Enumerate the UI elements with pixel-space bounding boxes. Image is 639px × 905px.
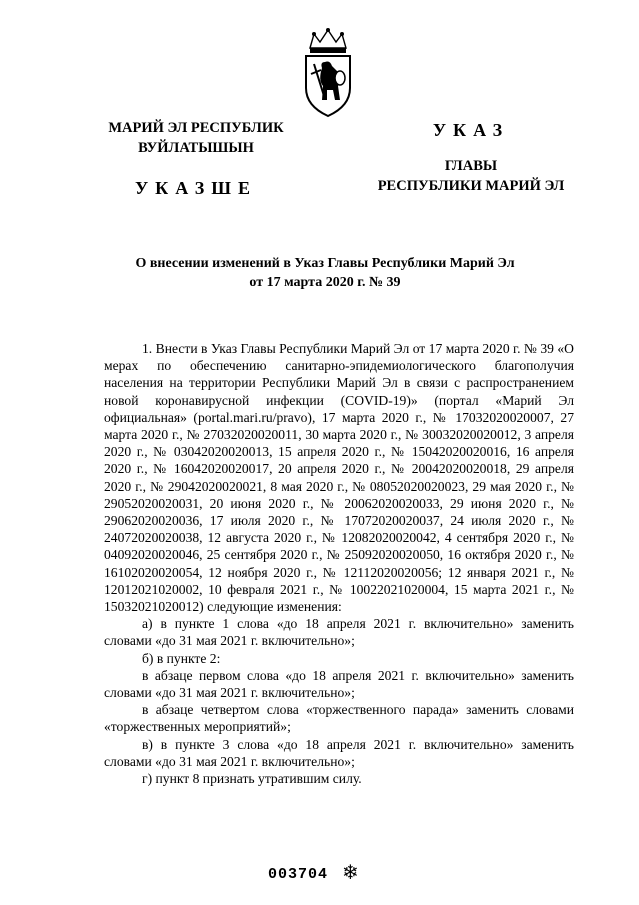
paragraph-b: б) в пункте 2: — [142, 650, 221, 666]
header-right-russian — [352, 118, 590, 196]
form-serial-number: 003704 — [268, 866, 329, 883]
paragraph-b-1: в абзаце первом слова «до 18 апреля 2021 г. включительно» заменить словами «до 31 мая 2021 г. включительно»; — [104, 667, 574, 701]
header-left-ukazshe: УКАЗШЕ — [134, 178, 258, 198]
document-body — [104, 340, 574, 787]
document-title — [90, 254, 560, 292]
title-line2: от 17 марта 2020 г. № 39 — [249, 275, 401, 290]
header-right-ukaz: УКАЗ — [432, 120, 510, 140]
paragraph-1: 1. Внести в Указ Главы Республики Марий Эл от 17 марта 2020 г. № 39 «О мерах по обеспечению санитарно-эпидемиологического благополучия населения на территории Республики Марий Эл в связи с распространением новой коронавирусной инфекции (COVID-19)» (портал «Марий Эл официальная» (portal.mari.ru/pravo), 17 марта 2020 г., № 17032020020007, 27 марта 2020 г., № 27032020020011, 30 марта 2020 г., № 30032020020012, 3 апреля 2020 г., № 03042020020013, 15 апреля 2020 г., № 15042020020016, 16 апреля 2020 г., № 16042020020017, 20 апреля 2020 г., № 20042020020018, 29 апреля 2020 г., № 29042020020021, 8 мая 2020 г., № 08052020020023, 29 мая 2020 г., № 29052020020031, 20 июня 2020 г., № 20062020020033, 29 июня 2020 г., № 29062020020036, 17 июля 2020 г., № 17072020020037, 24 июля 2020 г., № 24072020020038, 12 августа 2020 г., № 12082020020042, 4 сентября 2020 г., № 04092020020046, 25 сентября 2020 г., № 25092020020050, 16 октября 2020 г., № 16102020020054, 12 ноября 2020 г., № 12112020020056; 12 января 2021 г., № 12012021020002, 10 февраля 2021 г., № 10022021020004, 15 марта 2021 г., № 15032021020012) следующие изменения: — [104, 341, 574, 615]
header-right-line2: ГЛАВЫ — [444, 158, 498, 174]
snowflake-icon: ❄ — [342, 862, 359, 884]
header-left-line1: МАРИЙ ЭЛ РЕСПУБЛИК — [108, 120, 284, 136]
header-right-line3: РЕСПУБЛИКИ МАРИЙ ЭЛ — [377, 178, 565, 194]
paragraph-a: а) в пункте 1 слова «до 18 апреля 2021 г. включительно» заменить словами «до 31 мая 2021 г. включительно»; — [104, 616, 574, 649]
title-line1: О внесении изменений в Указ Главы Республики Марий Эл — [135, 256, 515, 271]
header-left-mari — [88, 118, 304, 200]
paragraph-v: в) в пункте 3 слова «до 18 апреля 2021 г. включительно» заменить словами «до 31 мая 2021 г. включительно»; — [104, 736, 574, 769]
paragraph-g: г) пункт 8 признать утратившим силу. — [142, 771, 362, 787]
header-left-line2: ВУЙЛАТЫШЫН — [138, 140, 254, 156]
paragraph-b-2: в абзаце четвертом слова «торжественного парада» заменить словами «торжественных мероприятий»; — [104, 702, 574, 735]
coat-of-arms-icon — [300, 26, 356, 118]
